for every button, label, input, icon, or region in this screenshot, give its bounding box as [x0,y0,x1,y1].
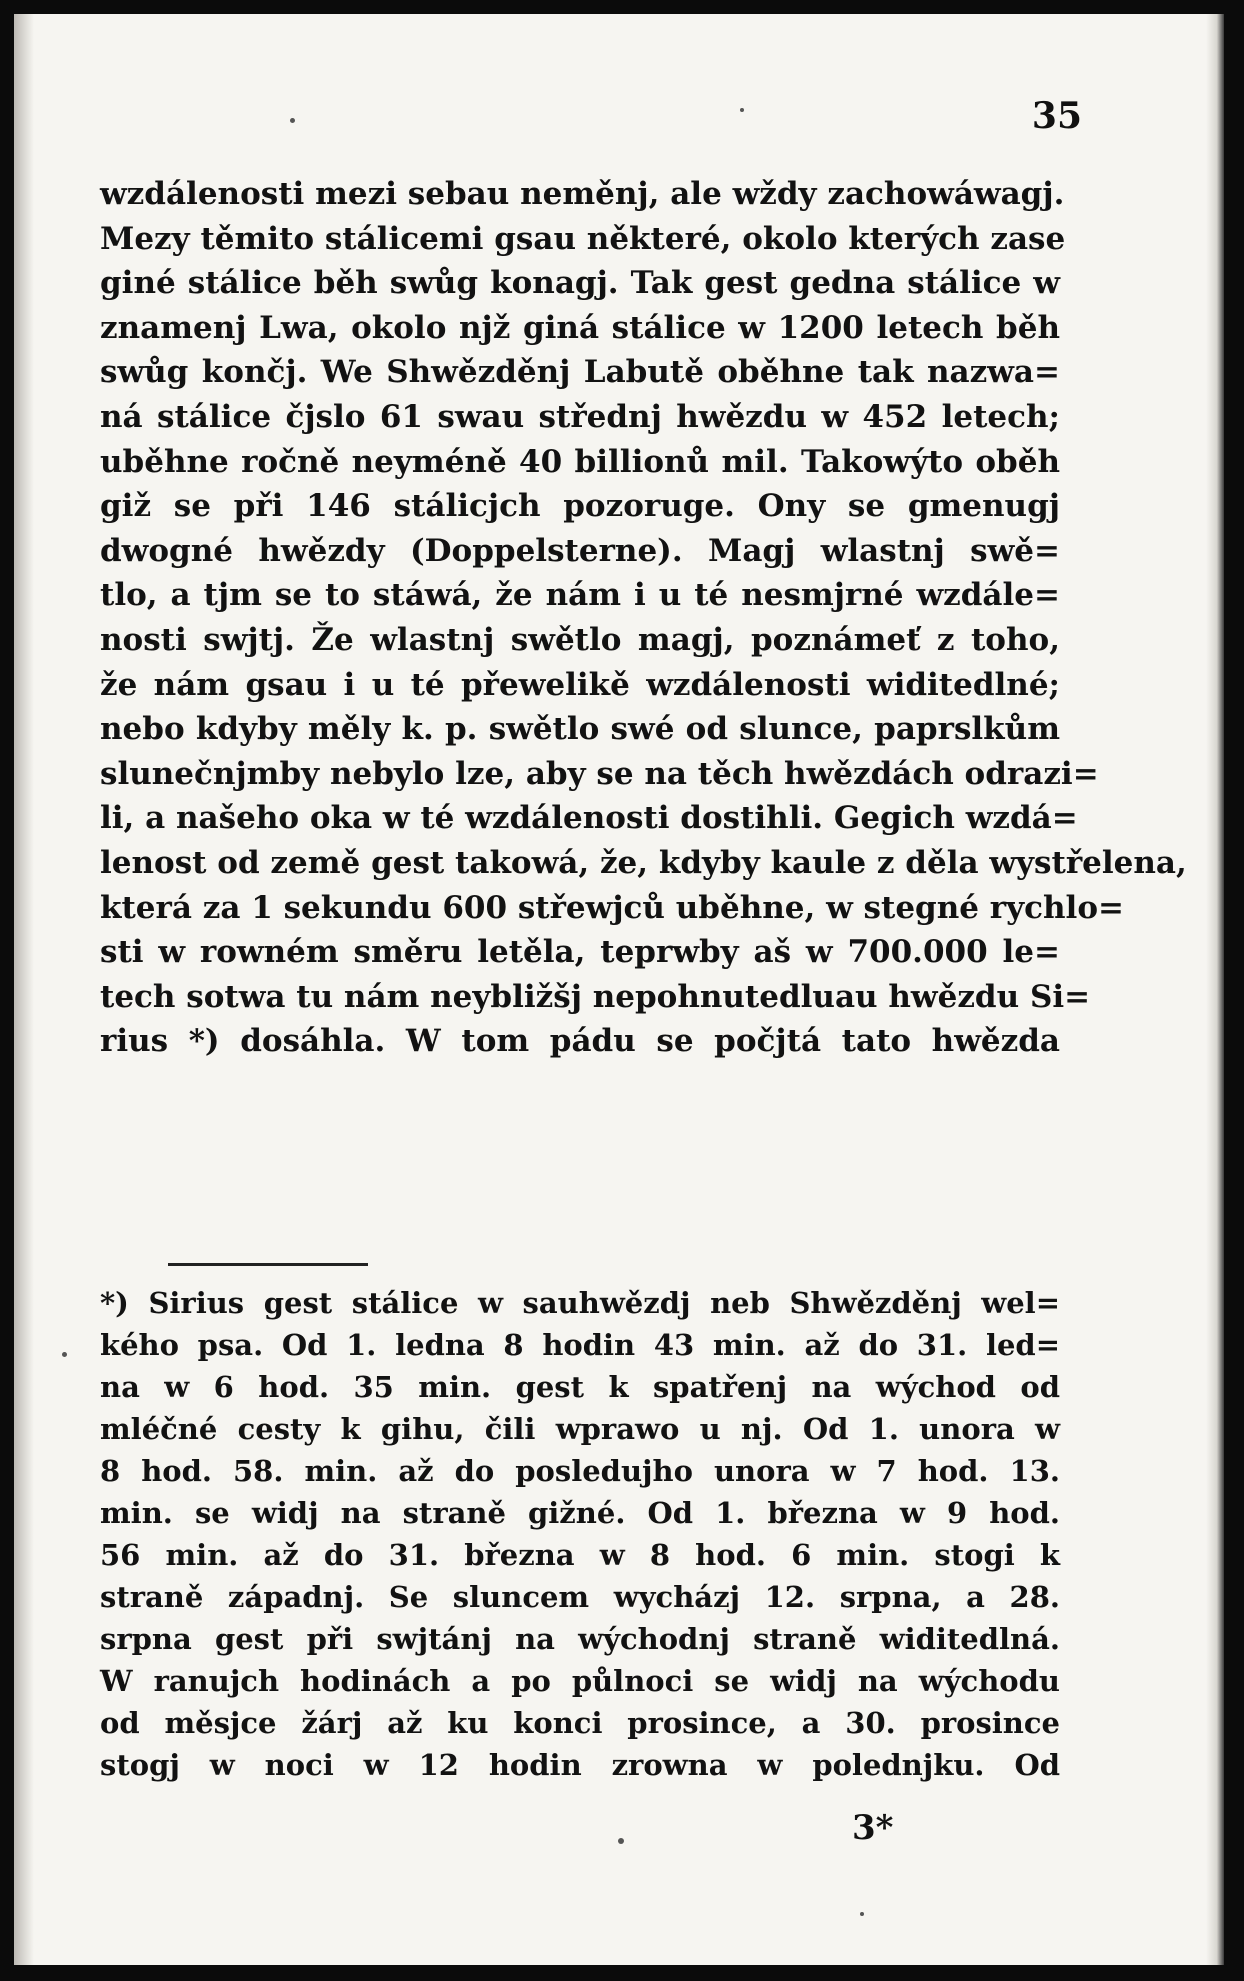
ink-speck [62,1352,67,1357]
footnote-line: kého psa. Od 1. ledna 8 hodin 43 min. až do 31. led= [100,1328,1060,1362]
body-line: wzdálenosti mezi sebau neměnj, ale wždy zachowáwagj. [100,176,1065,212]
footnote-line: *) Sirius gest stálice w sauhwězdj neb Shwězděnj wel= [100,1286,1060,1320]
footnote-divider [168,1263,368,1266]
body-line: sti w rowném směru letěla, teprwby aš w 700.000 le= [100,934,1060,971]
ink-speck [618,1838,624,1844]
left-page-shadow [14,0,34,1981]
body-line: znamenj Lwa, okolo njž giná stálice w 1200 letech běh [100,309,1060,346]
footnote-line: srpna gest při swjtánj na wýchodnj straně widitedlná. [100,1622,1060,1656]
footnote-line: 8 hod. 58. min. až do posledujho unora w 7 hod. 13. [100,1454,1060,1488]
body-line: giné stálice běh swůg konagj. Tak gest gedna stálice w [100,265,1060,302]
scan-edge-bottom [0,1965,1244,1981]
body-line: li, a našeho oka w té wzdálenosti dostihli. Gegich wzdá= [100,800,1078,837]
body-line: Mezy těmito stálicemi gsau některé, okolo kterých zase [100,220,1066,257]
body-line: swůg končj. We Shwězděnj Labutě oběhne tak nazwa= [100,354,1060,391]
footnote-line: od měsjce žárj až ku konci prosince, a 30. prosince [100,1706,1060,1740]
ink-speck [860,1912,864,1916]
body-text [100,172,1187,1064]
scan-edge-right [1224,0,1244,1981]
body-line: ná stálice čjslo 61 swau střednj hwězdu w 452 letech; [100,398,1060,435]
body-line: která za 1 sekundu 600 střewjců uběhne, w stegné rychlo= [100,889,1124,926]
body-line: tech sotwa tu nám neybližšj nepohnutedluau hwězdu Si= [100,978,1091,1015]
signature-mark: 3* [852,1808,894,1848]
footnote-line: W ranujch hodinách a po půlnoci se widj na wýchodu [100,1664,1060,1698]
footnote-line: min. se widj na straně gižné. Od 1. března w 9 hod. [100,1496,1060,1530]
footnote-line: stogj w noci w 12 hodin zrowna w polednjku. Od [100,1748,1060,1782]
footnote [100,1282,1060,1786]
body-line: rius *) dosáhla. W tom pádu se počjtá tato hwězda [100,1023,1060,1060]
scan-edge-left [0,0,14,1981]
body-line: tlo, a tjm se to stáwá, že nám i u té nesmjrné wzdále= [100,577,1060,614]
body-line: lenost od země gest takowá, že, kdyby kaule z děla wystřelena, [100,844,1187,881]
scan-edge-top [0,0,1244,14]
body-line: že nám gsau i u té přewelikě wzdálenosti widitedlné; [100,666,1060,703]
body-line: nebo kdyby měly k. p. swětlo swé od slunce, paprslkům [100,711,1060,748]
footnote-line: mléčné cesty k gihu, čili wprawo u nj. Od 1. unora w [100,1412,1060,1446]
ink-speck [740,108,744,112]
footnote-line: straně západnj. Se sluncem wycházj 12. srpna, a 28. [100,1580,1060,1614]
page-number: 35 [1031,95,1082,137]
right-page-shadow [1206,0,1224,1981]
body-line: nosti swjtj. Že wlastnj swětlo magj, poznámeť z toho, [100,621,1060,658]
body-line: uběhne ročně neyméně 40 billionů mil. Takowýto oběh [100,443,1060,480]
body-line: giž se při 146 stálicjch pozoruge. Ony se gmenugj [100,488,1060,525]
body-line: dwogné hwězdy (Doppelsterne). Magj wlastnj swě= [100,532,1060,569]
footnote-line: na w 6 hod. 35 min. gest k spatřenj na wýchod od [100,1370,1060,1404]
body-line: slunečnjmby nebylo lze, aby se na těch hwězdách odrazi= [100,755,1099,792]
footnote-line: 56 min. až do 31. března w 8 hod. 6 min. stogi k [100,1538,1060,1572]
ink-speck [290,118,295,123]
